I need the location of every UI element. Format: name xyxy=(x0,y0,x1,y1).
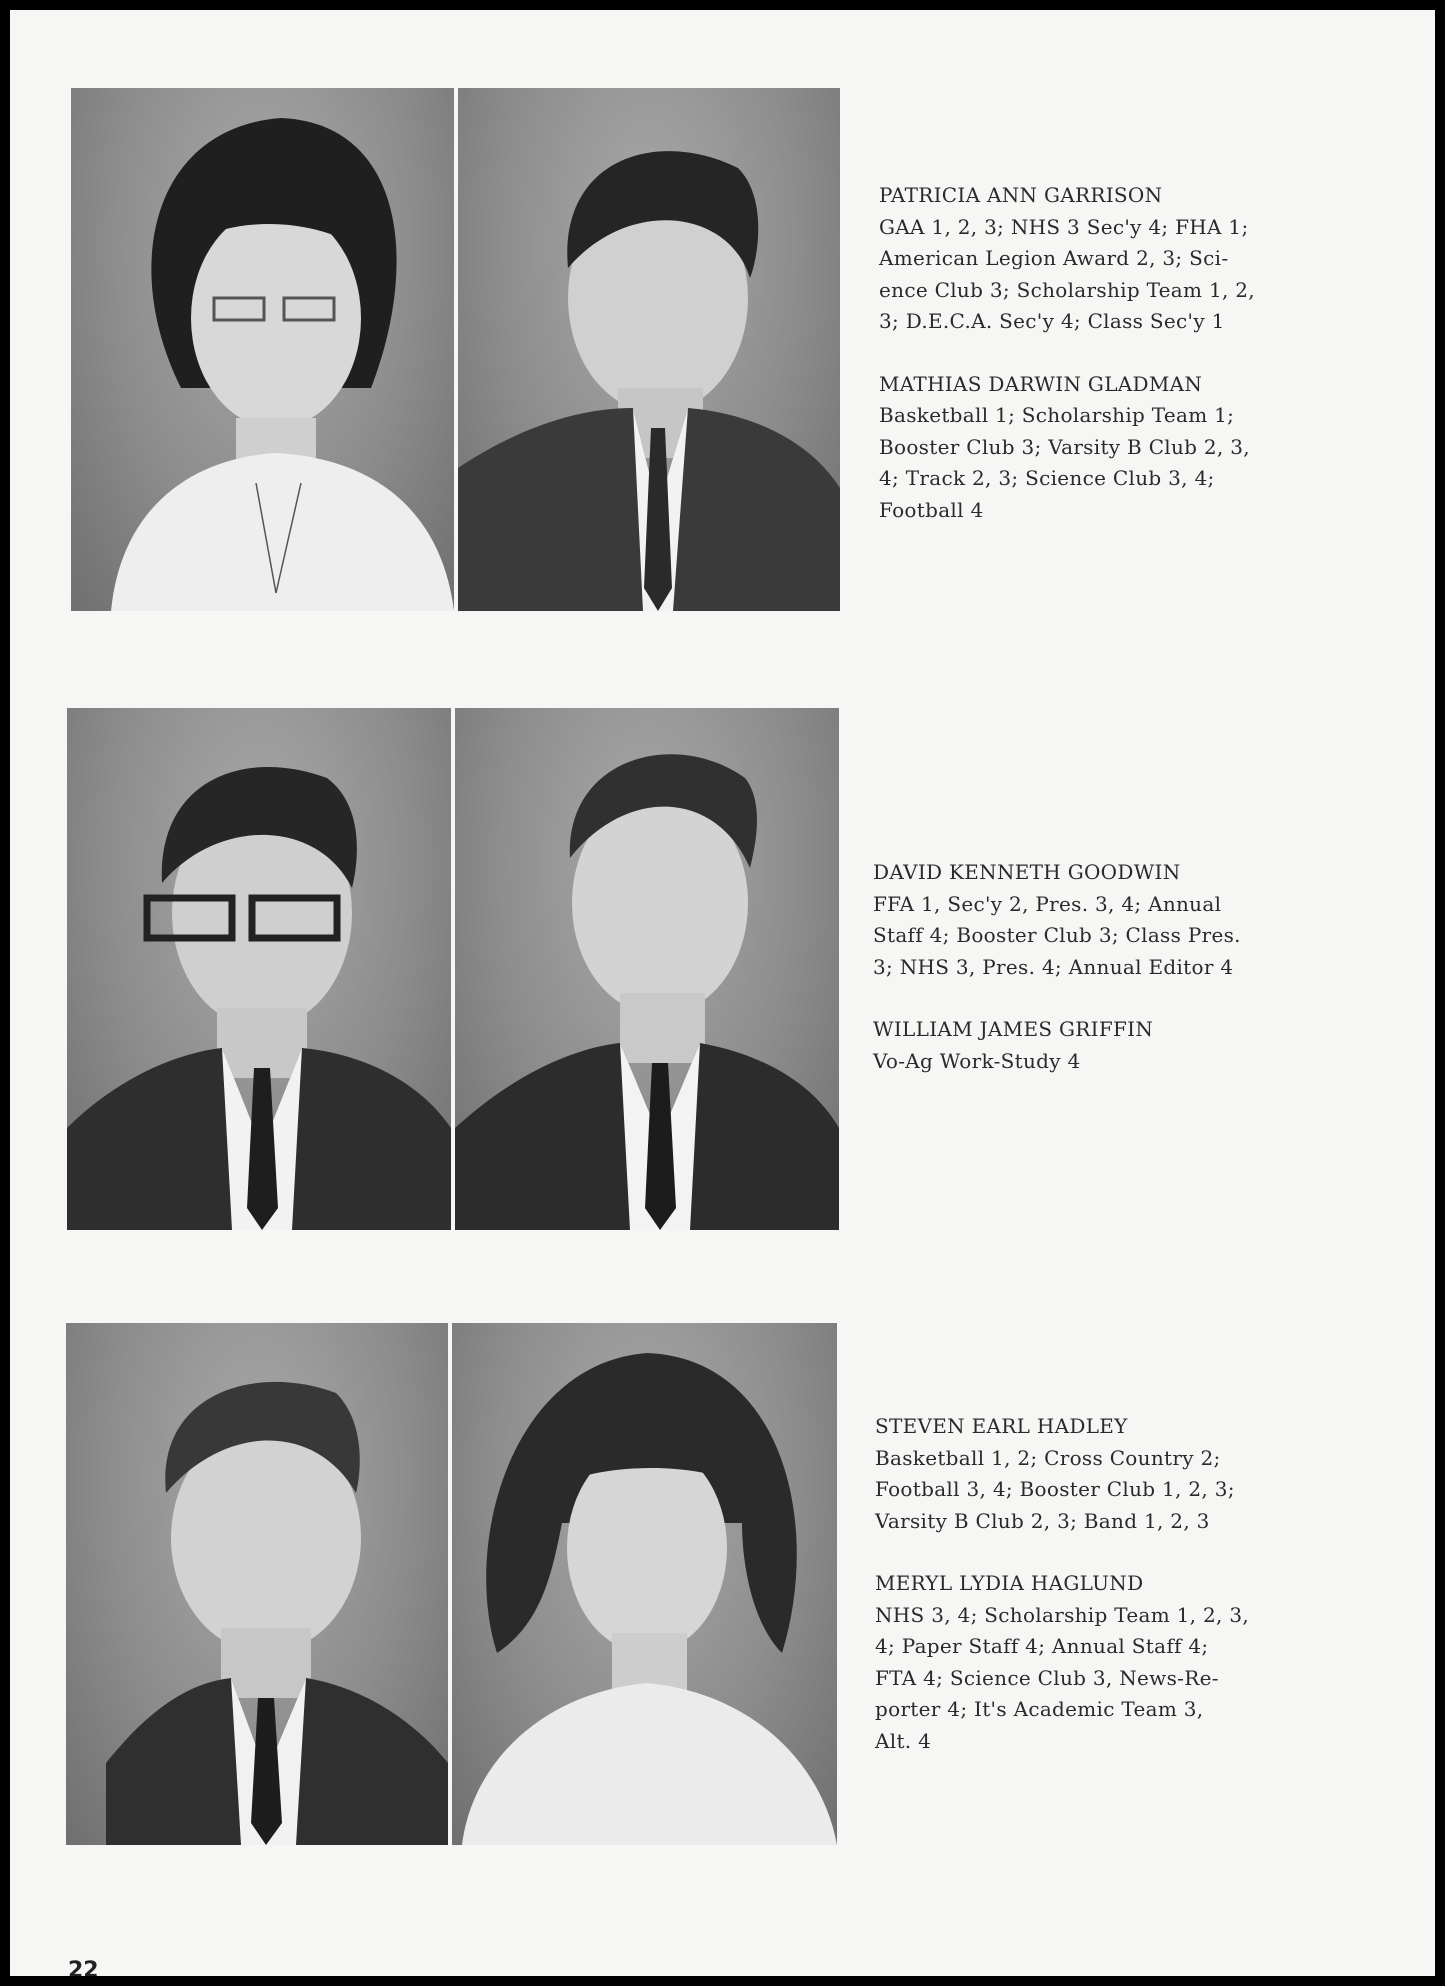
entry-david-kenneth-goodwin xyxy=(873,857,1293,983)
student-name: DAVID KENNETH GOODWIN xyxy=(873,860,1181,884)
student-activities: NHS 3, 4; Scholarship Team 1, 2, 3, 4; Paper Staff 4; Annual Staff 4; FTA 4; Science Club 3, News-Re- porter 4; It's Academic Team 3, Alt. 4 xyxy=(875,1602,1249,1753)
student-activities: GAA 1, 2, 3; NHS 3 Sec'y 4; FHA 1; American Legion Award 2, 3; Sci- ence Club 3; Scholarship Team 1, 2, 3; D.E.C.A. Sec'y 4; Class Sec'y 1 xyxy=(879,214,1255,333)
student-name: STEVEN EARL HADLEY xyxy=(875,1414,1128,1438)
portrait-william-james-griffin xyxy=(455,708,839,1230)
entry-meryl-lydia-haglund xyxy=(875,1568,1295,1757)
entry-william-james-griffin xyxy=(873,1014,1293,1077)
yearbook-page xyxy=(10,10,1435,1976)
portrait-david-kenneth-goodwin xyxy=(67,708,451,1230)
page-number: 22 xyxy=(68,1958,99,1976)
entry-steven-earl-hadley xyxy=(875,1411,1295,1537)
portrait-meryl-lydia-haglund xyxy=(452,1323,837,1845)
caption-group-row-1 xyxy=(879,180,1299,526)
caption-group-row-2 xyxy=(873,857,1293,1077)
student-name: MATHIAS DARWIN GLADMAN xyxy=(879,371,1203,396)
portrait-patricia-ann-garrison xyxy=(71,88,454,611)
student-activities: Basketball 1, 2; Cross Country 2; Football 3, 4; Booster Club 1, 2, 3; Varsity B Club 2, 3; Band 1, 2, 3 xyxy=(875,1445,1235,1533)
student-activities: Basketball 1; Scholarship Team 1; Booster Club 3; Varsity B Club 2, 3, 4; Track 2, 3; Science Club 3, 4; Football 4 xyxy=(879,403,1250,522)
student-name: WILLIAM JAMES GRIFFIN xyxy=(873,1017,1154,1041)
caption-group-row-3 xyxy=(875,1411,1295,1757)
entry-patricia-ann-garrison xyxy=(879,180,1299,338)
student-activities: Vo-Ag Work-Study 4 xyxy=(873,1048,1081,1073)
portrait-steven-earl-hadley xyxy=(66,1323,448,1845)
student-name: MERYL LYDIA HAGLUND xyxy=(875,1571,1144,1595)
student-name: PATRICIA ANN GARRISON xyxy=(879,183,1163,207)
student-activities: FFA 1, Sec'y 2, Pres. 3, 4; Annual Staff 4; Booster Club 3; Class Pres. 3; NHS 3, Pres. 4; Annual Editor 4 xyxy=(873,891,1241,979)
portrait-mathias-darwin-gladman xyxy=(458,88,840,611)
entry-mathias-darwin-gladman xyxy=(879,369,1299,527)
